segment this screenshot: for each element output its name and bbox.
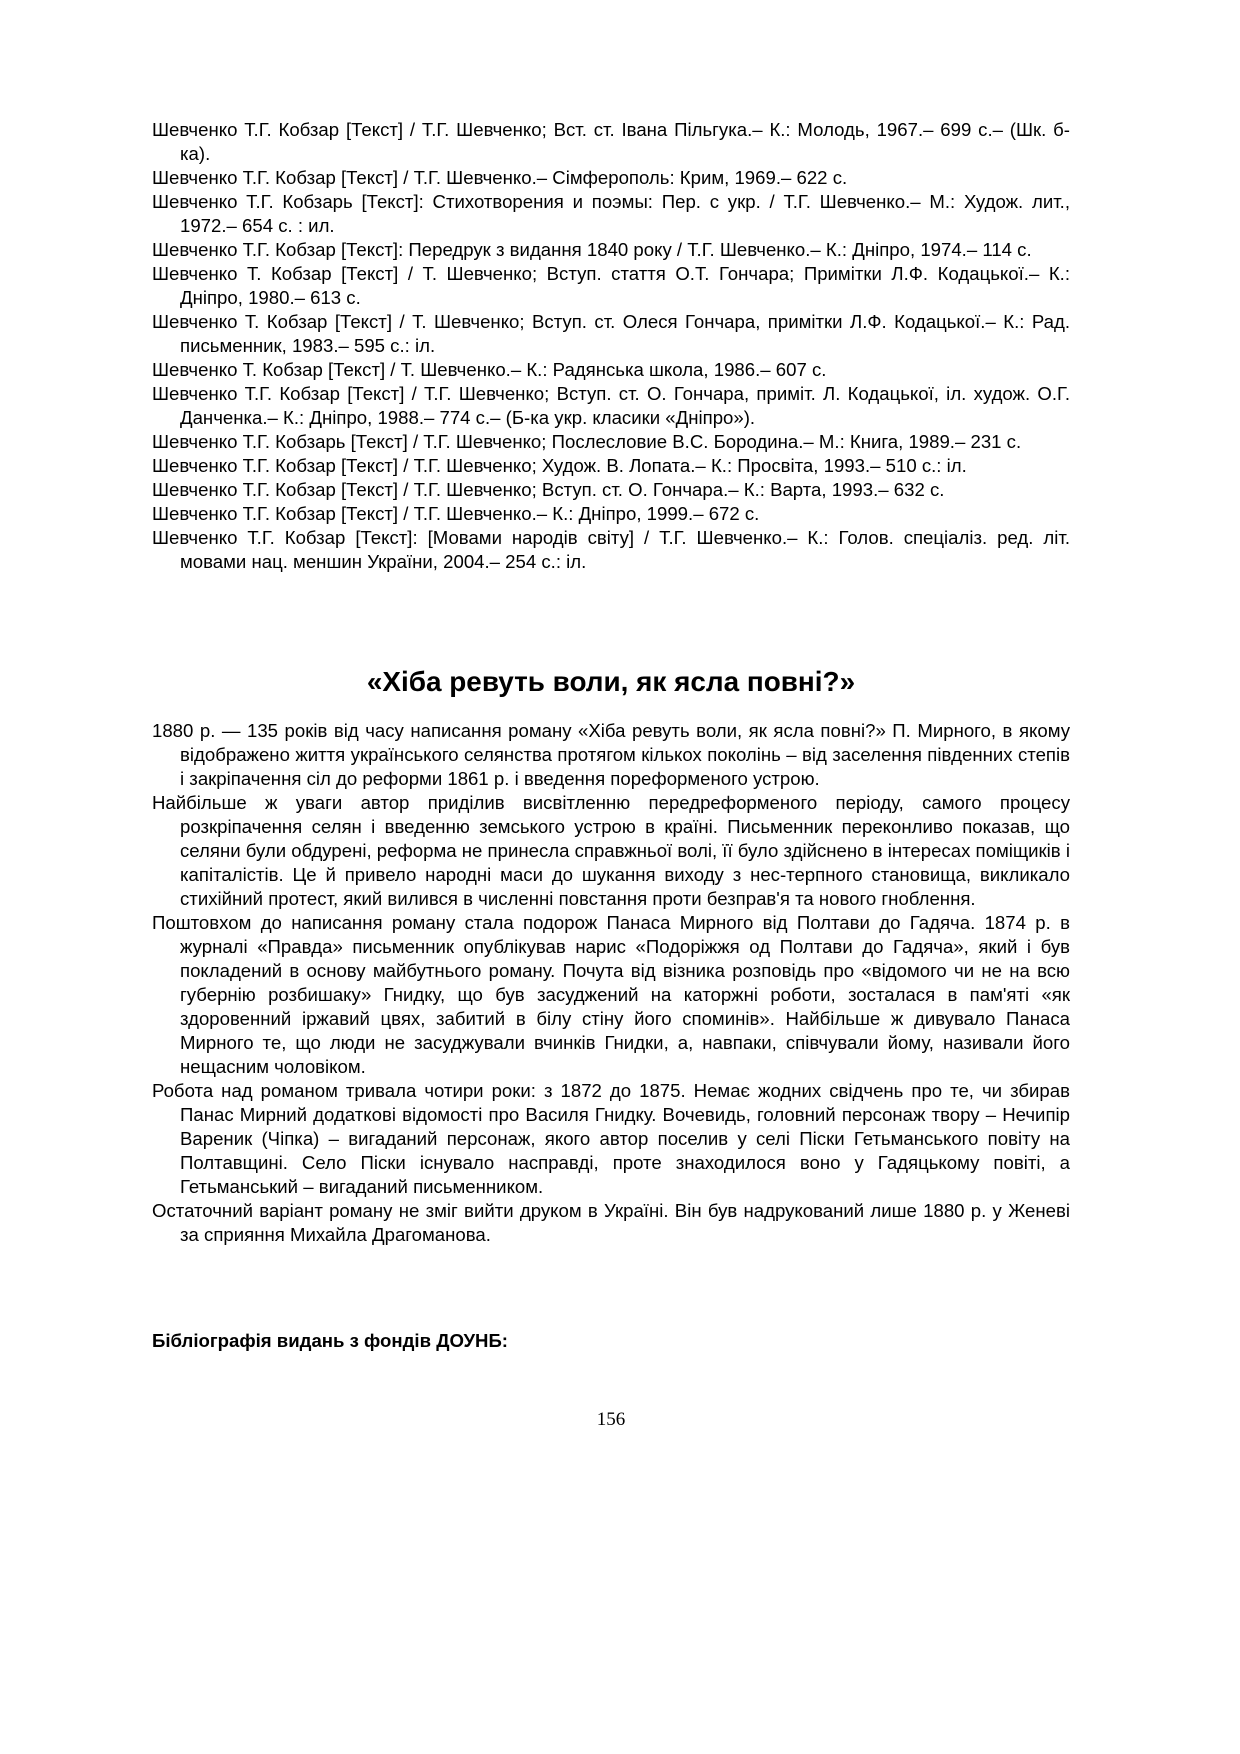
article-body [152,719,1070,1247]
page-number: 156 [596,1409,626,1430]
bibliography-entry: Шевченко Т.Г. Кобзар [Текст] / Т.Г. Шевченко.– К.: Дніпро, 1999.– 672 с. [152,503,760,524]
bibliography-entry: Шевченко Т.Г. Кобзарь [Текст] / Т.Г. Шевченко; Послесловие В.С. Бородина.– М.: Книга, 1989.– 231 с. [152,431,1022,452]
bibliography-entry: Шевченко Т.Г. Кобзар [Текст] / Т.Г. Шевченко; Худож. В. Лопата.– К.: Просвіта, 1993.– 510 с.: іл. [152,455,967,476]
bibliography-entry: Шевченко Т. Кобзар [Текст] / Т. Шевченко; Вступ. ст. Олеся Гончара, примітки Л.Ф. Кодацької.– К.: Рад. письменник, 1983.– 595 с.: іл. [152,311,1070,356]
article-paragraph: Робота над романом тривала чотири роки: з 1872 до 1875. Немає жодних свідчень про те, чи збирав Панас Мирний додаткові відомості про Василя Гнидку. Вочевидь, головний персонаж твору – Нечипір Вареник (Чіпка) – вигаданий персонаж, якого автор поселив у селі Піски Гетьманського повіту на Полтавщині. Село Піски існувало насправді, проте знаходилося воно у Гадяцькому повіті, а Гетьманський – вигаданий письменником. [152,1080,1070,1197]
bibliography-entry: Шевченко Т. Кобзар [Текст] / Т. Шевченко.– К.: Радянська школа, 1986.– 607 с. [152,359,827,380]
bibliography-entry: Шевченко Т.Г. Кобзар [Текст]: Передрук з видання 1840 року / Т.Г. Шевченко.– К.: Дніпро, 1974.– 114 с. [152,239,1032,260]
bibliography-heading: Бібліографія видань з фондів ДОУНБ: [152,1330,508,1351]
document-page [152,118,1070,1430]
article-paragraph: Найбільше ж уваги автор приділив висвітленню передреформеного періоду, самого процесу розкріпачення селян і введенню земського устрою в країні. Письменник переконливо показав, що селяни були обдурені, реформа не принесла справжньої волі, її було здійснено в інтересах поміщиків і капіталістів. Це й привело народні маси до шукання виходу з нес-терпного становища, викликало стихійний протест, який вилився в численні повстання проти безправ'я та нового гноблення. [152,792,1070,909]
article-paragraph: Поштовхом до написання роману стала подорож Панаса Мирного від Полтави до Гадяча. 1874 р. в журналі «Правда» письменник опублікував нарис «Подоріжжя од Полтави до Гадяча», який і був покладений в основу майбутнього роману. Почута від візника розповідь про «відомого чи не на всю губернію розбишаку» Гнидку, що був засуджений на каторжні роботи, зосталася в пам'яті «як здоровенний іржавий цвях, забитий в білу стіну його споминів». Найбільше ж дивувало Панаса Мирного те, що люди не засуджували вчинків Гнидки, а, навпаки, співчували йому, називали його нещасним чоловіком. [152,912,1070,1077]
bibliography-entry: Шевченко Т.Г. Кобзар [Текст] / Т.Г. Шевченко; Вступ. ст. О. Гончара.– К.: Варта, 1993.– 632 с. [152,479,945,500]
section-title: «Хіба ревуть воли, як ясла повні?» [366,666,856,697]
bibliography-entry: Шевченко Т.Г. Кобзар [Текст] / Т.Г. Шевченко.– Сімферополь: Крим, 1969.– 622 с. [152,167,848,188]
bibliography-entry: Шевченко Т.Г. Кобзар [Текст] / Т.Г. Шевченко; Вступ. ст. О. Гончара, приміт. Л. Кодацької, іл. худож. О.Г. Данченка.– К.: Дніпро, 1988.– 774 с.– (Б-ка укр. класики «Дніпро»). [152,383,1070,428]
bibliography-entry: Шевченко Т.Г. Кобзар [Текст] / Т.Г. Шевченко; Вст. ст. Івана Пільгука.– К.: Молодь, 1967.– 699 с.– (Шк. б-ка). [152,119,1070,164]
article-paragraph: 1880 р. — 135 років від часу написання роману «Хіба ревуть воли, як ясла повні?» П. Мирного, в якому відображено життя українського селянства протягом кількох поколінь – від заселення південних степів і закріпачення сіл до реформи 1861 р. і введення пореформеного устрою. [152,720,1070,789]
bibliography-entry: Шевченко Т. Кобзар [Текст] / Т. Шевченко; Вступ. стаття О.Т. Гончара; Примітки Л.Ф. Кодацької.– К.: Дніпро, 1980.– 613 с. [152,263,1070,308]
bibliography-list [152,118,1070,574]
bibliography-entry: Шевченко Т.Г. Кобзарь [Текст]: Стихотворения и поэмы: Пер. с укр. / Т.Г. Шевченко.– М.: Худож. лит., 1972.– 654 с. : ил. [152,191,1070,236]
article-paragraph: Остаточний варіант роману не зміг вийти друком в Україні. Він був надрукований лише 1880 р. у Женеві за сприяння Михайла Драгоманова. [152,1200,1070,1245]
bibliography-entry: Шевченко Т.Г. Кобзар [Текст]: [Мовами народів світу] / Т.Г. Шевченко.– К.: Голов. спеціаліз. ред. літ. мовами нац. меншин України, 2004.– 254 с.: іл. [152,527,1070,572]
